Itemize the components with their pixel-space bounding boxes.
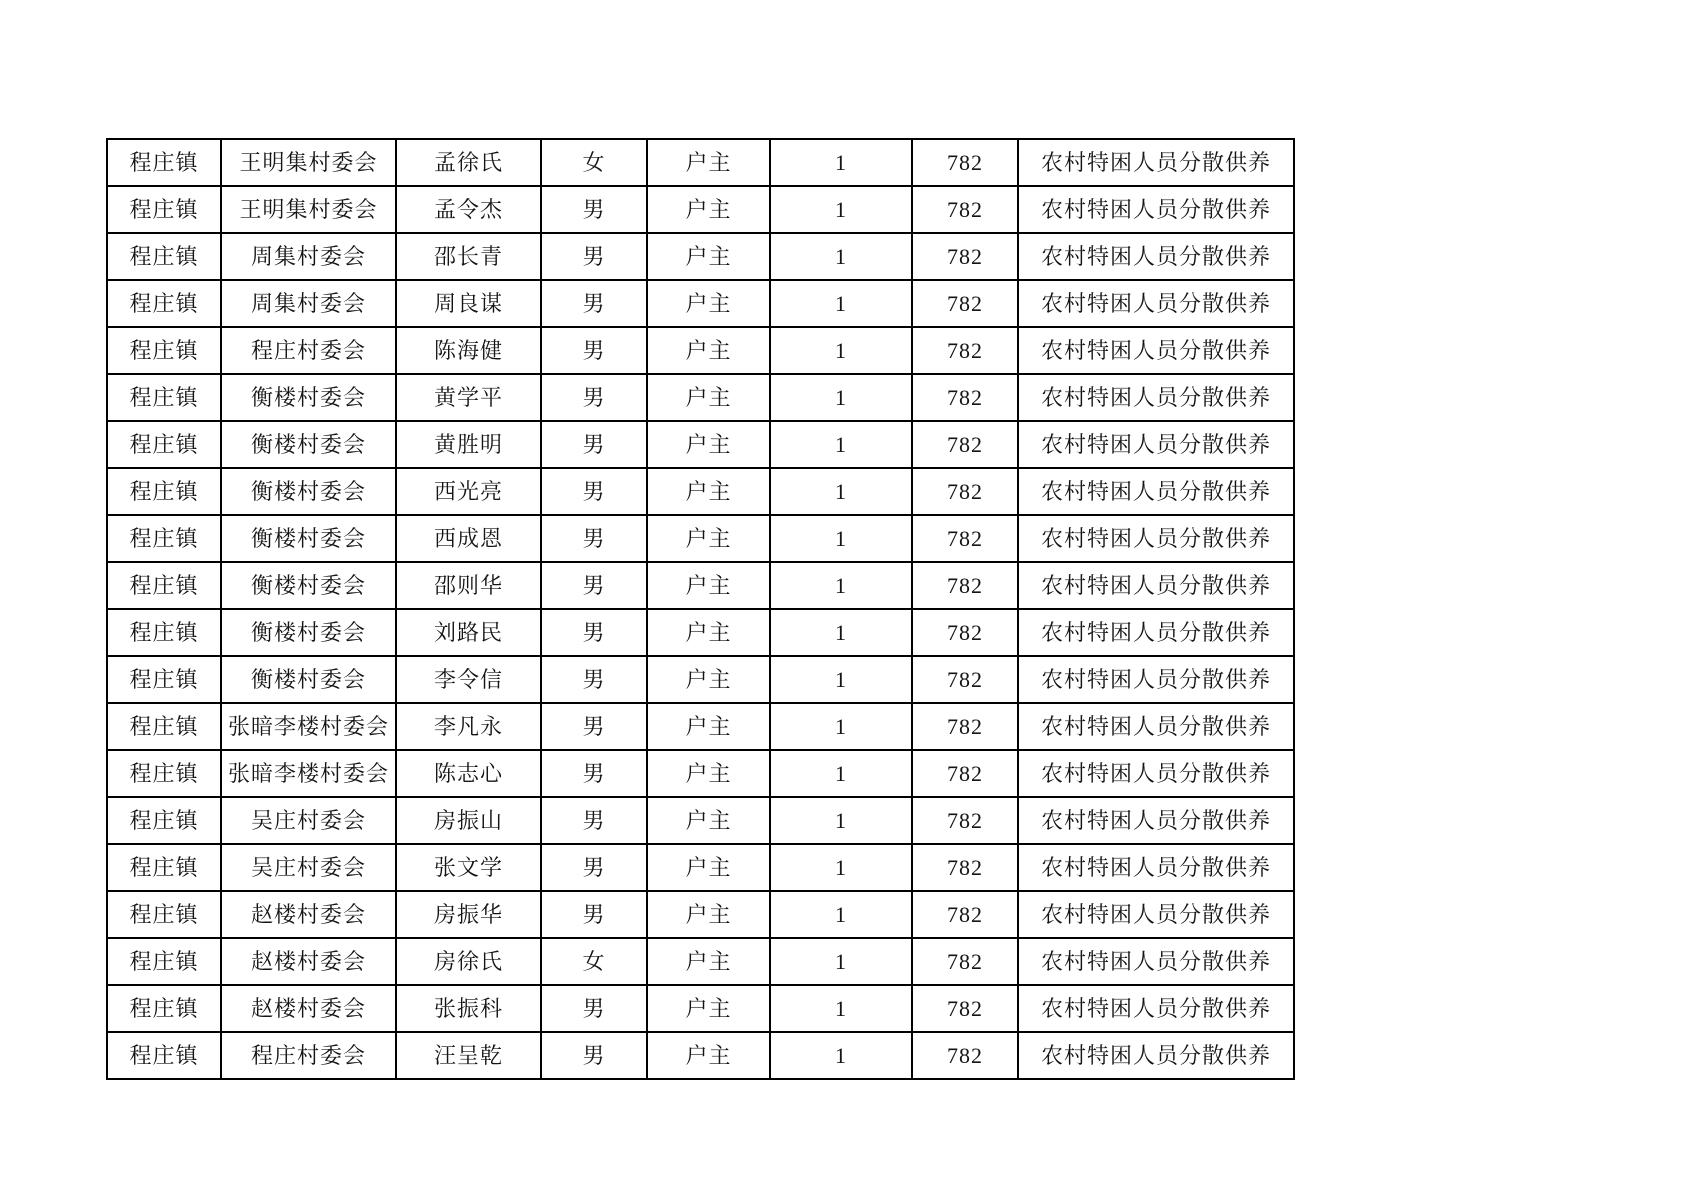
cell-person-count: 1 <box>770 703 912 750</box>
cell-gender: 男 <box>541 233 647 280</box>
cell-household-relation: 户主 <box>647 844 770 891</box>
cell-support-category: 农村特困人员分散供养 <box>1018 374 1294 421</box>
cell-person-count: 1 <box>770 891 912 938</box>
cell-person-name: 房振华 <box>396 891 541 938</box>
cell-amount: 782 <box>912 609 1018 656</box>
cell-town: 程庄镇 <box>107 797 221 844</box>
cell-person-count: 1 <box>770 656 912 703</box>
cell-amount: 782 <box>912 139 1018 186</box>
cell-person-count: 1 <box>770 186 912 233</box>
table-row <box>107 233 1294 280</box>
cell-amount: 782 <box>912 280 1018 327</box>
table-row <box>107 374 1294 421</box>
cell-person-count: 1 <box>770 797 912 844</box>
table-row <box>107 938 1294 985</box>
cell-gender: 男 <box>541 421 647 468</box>
cell-support-category: 农村特困人员分散供养 <box>1018 656 1294 703</box>
cell-person-name: 陈海健 <box>396 327 541 374</box>
cell-amount: 782 <box>912 468 1018 515</box>
cell-person-name: 房振山 <box>396 797 541 844</box>
cell-village-committee: 周集村委会 <box>221 233 396 280</box>
table-row <box>107 985 1294 1032</box>
cell-support-category: 农村特困人员分散供养 <box>1018 421 1294 468</box>
cell-town: 程庄镇 <box>107 233 221 280</box>
cell-household-relation: 户主 <box>647 938 770 985</box>
cell-village-committee: 赵楼村委会 <box>221 938 396 985</box>
cell-village-committee: 衡楼村委会 <box>221 374 396 421</box>
cell-household-relation: 户主 <box>647 233 770 280</box>
cell-gender: 男 <box>541 985 647 1032</box>
table-row <box>107 515 1294 562</box>
cell-person-name: 李令信 <box>396 656 541 703</box>
cell-household-relation: 户主 <box>647 656 770 703</box>
cell-support-category: 农村特困人员分散供养 <box>1018 233 1294 280</box>
cell-household-relation: 户主 <box>647 985 770 1032</box>
cell-person-name: 黄胜明 <box>396 421 541 468</box>
cell-gender: 男 <box>541 468 647 515</box>
cell-town: 程庄镇 <box>107 703 221 750</box>
cell-household-relation: 户主 <box>647 280 770 327</box>
cell-support-category: 农村特困人员分散供养 <box>1018 139 1294 186</box>
cell-person-name: 陈志心 <box>396 750 541 797</box>
cell-amount: 782 <box>912 374 1018 421</box>
cell-support-category: 农村特困人员分散供养 <box>1018 327 1294 374</box>
cell-gender: 女 <box>541 139 647 186</box>
cell-town: 程庄镇 <box>107 515 221 562</box>
cell-village-committee: 赵楼村委会 <box>221 891 396 938</box>
cell-amount: 782 <box>912 985 1018 1032</box>
cell-household-relation: 户主 <box>647 750 770 797</box>
cell-household-relation: 户主 <box>647 1032 770 1079</box>
records-table <box>106 138 1295 1080</box>
cell-town: 程庄镇 <box>107 139 221 186</box>
cell-town: 程庄镇 <box>107 750 221 797</box>
cell-person-name: 孟徐氏 <box>396 139 541 186</box>
table-row <box>107 562 1294 609</box>
cell-person-name: 黄学平 <box>396 374 541 421</box>
cell-village-committee: 周集村委会 <box>221 280 396 327</box>
cell-person-count: 1 <box>770 609 912 656</box>
cell-gender: 男 <box>541 844 647 891</box>
table-body <box>107 139 1294 1079</box>
cell-person-count: 1 <box>770 985 912 1032</box>
cell-household-relation: 户主 <box>647 703 770 750</box>
table-row <box>107 609 1294 656</box>
cell-village-committee: 张暗李楼村委会 <box>221 703 396 750</box>
cell-gender: 男 <box>541 374 647 421</box>
cell-person-name: 孟令杰 <box>396 186 541 233</box>
cell-gender: 男 <box>541 327 647 374</box>
cell-support-category: 农村特困人员分散供养 <box>1018 1032 1294 1079</box>
cell-amount: 782 <box>912 421 1018 468</box>
cell-support-category: 农村特困人员分散供养 <box>1018 891 1294 938</box>
cell-gender: 男 <box>541 797 647 844</box>
cell-household-relation: 户主 <box>647 891 770 938</box>
cell-village-committee: 吴庄村委会 <box>221 844 396 891</box>
cell-gender: 男 <box>541 1032 647 1079</box>
cell-person-name: 房徐氏 <box>396 938 541 985</box>
cell-person-count: 1 <box>770 421 912 468</box>
cell-person-count: 1 <box>770 327 912 374</box>
cell-amount: 782 <box>912 656 1018 703</box>
cell-person-name: 西光亮 <box>396 468 541 515</box>
table-row <box>107 280 1294 327</box>
cell-person-count: 1 <box>770 139 912 186</box>
cell-gender: 男 <box>541 562 647 609</box>
cell-town: 程庄镇 <box>107 468 221 515</box>
cell-person-count: 1 <box>770 562 912 609</box>
table-row <box>107 750 1294 797</box>
cell-amount: 782 <box>912 1032 1018 1079</box>
cell-support-category: 农村特困人员分散供养 <box>1018 468 1294 515</box>
cell-person-count: 1 <box>770 938 912 985</box>
cell-village-committee: 衡楼村委会 <box>221 421 396 468</box>
cell-gender: 女 <box>541 938 647 985</box>
cell-amount: 782 <box>912 844 1018 891</box>
cell-person-name: 李凡永 <box>396 703 541 750</box>
cell-gender: 男 <box>541 703 647 750</box>
cell-village-committee: 王明集村委会 <box>221 139 396 186</box>
cell-support-category: 农村特困人员分散供养 <box>1018 186 1294 233</box>
cell-town: 程庄镇 <box>107 186 221 233</box>
cell-amount: 782 <box>912 515 1018 562</box>
table-row <box>107 656 1294 703</box>
cell-town: 程庄镇 <box>107 844 221 891</box>
cell-town: 程庄镇 <box>107 891 221 938</box>
cell-gender: 男 <box>541 515 647 562</box>
cell-support-category: 农村特困人员分散供养 <box>1018 609 1294 656</box>
cell-support-category: 农村特困人员分散供养 <box>1018 280 1294 327</box>
cell-person-count: 1 <box>770 750 912 797</box>
cell-town: 程庄镇 <box>107 609 221 656</box>
cell-support-category: 农村特困人员分散供养 <box>1018 515 1294 562</box>
table-row <box>107 797 1294 844</box>
cell-gender: 男 <box>541 656 647 703</box>
cell-amount: 782 <box>912 186 1018 233</box>
table-row <box>107 1032 1294 1079</box>
cell-gender: 男 <box>541 609 647 656</box>
table-row <box>107 421 1294 468</box>
cell-support-category: 农村特困人员分散供养 <box>1018 844 1294 891</box>
cell-person-name: 张振科 <box>396 985 541 1032</box>
table-row <box>107 844 1294 891</box>
cell-household-relation: 户主 <box>647 609 770 656</box>
cell-village-committee: 衡楼村委会 <box>221 562 396 609</box>
table-row <box>107 186 1294 233</box>
cell-town: 程庄镇 <box>107 327 221 374</box>
cell-town: 程庄镇 <box>107 374 221 421</box>
cell-gender: 男 <box>541 280 647 327</box>
table-row <box>107 891 1294 938</box>
cell-household-relation: 户主 <box>647 515 770 562</box>
cell-gender: 男 <box>541 891 647 938</box>
cell-amount: 782 <box>912 938 1018 985</box>
cell-household-relation: 户主 <box>647 797 770 844</box>
cell-village-committee: 衡楼村委会 <box>221 609 396 656</box>
cell-village-committee: 衡楼村委会 <box>221 515 396 562</box>
cell-amount: 782 <box>912 327 1018 374</box>
cell-village-committee: 程庄村委会 <box>221 327 396 374</box>
cell-support-category: 农村特困人员分散供养 <box>1018 797 1294 844</box>
table-row <box>107 468 1294 515</box>
cell-person-count: 1 <box>770 515 912 562</box>
cell-town: 程庄镇 <box>107 280 221 327</box>
cell-village-committee: 张暗李楼村委会 <box>221 750 396 797</box>
cell-support-category: 农村特困人员分散供养 <box>1018 703 1294 750</box>
cell-person-count: 1 <box>770 233 912 280</box>
cell-person-name: 西成恩 <box>396 515 541 562</box>
cell-person-count: 1 <box>770 280 912 327</box>
cell-amount: 782 <box>912 703 1018 750</box>
cell-amount: 782 <box>912 891 1018 938</box>
cell-person-count: 1 <box>770 844 912 891</box>
cell-household-relation: 户主 <box>647 421 770 468</box>
cell-village-committee: 赵楼村委会 <box>221 985 396 1032</box>
cell-gender: 男 <box>541 750 647 797</box>
cell-town: 程庄镇 <box>107 985 221 1032</box>
cell-household-relation: 户主 <box>647 468 770 515</box>
cell-person-count: 1 <box>770 468 912 515</box>
cell-person-count: 1 <box>770 1032 912 1079</box>
cell-person-name: 刘路民 <box>396 609 541 656</box>
cell-support-category: 农村特困人员分散供养 <box>1018 750 1294 797</box>
cell-town: 程庄镇 <box>107 562 221 609</box>
cell-person-name: 周良谋 <box>396 280 541 327</box>
table-row <box>107 327 1294 374</box>
cell-household-relation: 户主 <box>647 139 770 186</box>
cell-amount: 782 <box>912 562 1018 609</box>
cell-person-name: 邵则华 <box>396 562 541 609</box>
cell-village-committee: 程庄村委会 <box>221 1032 396 1079</box>
table-row <box>107 139 1294 186</box>
cell-gender: 男 <box>541 186 647 233</box>
cell-amount: 782 <box>912 797 1018 844</box>
cell-household-relation: 户主 <box>647 374 770 421</box>
cell-village-committee: 衡楼村委会 <box>221 468 396 515</box>
cell-household-relation: 户主 <box>647 186 770 233</box>
cell-town: 程庄镇 <box>107 656 221 703</box>
cell-village-committee: 衡楼村委会 <box>221 656 396 703</box>
cell-amount: 782 <box>912 750 1018 797</box>
cell-amount: 782 <box>912 233 1018 280</box>
cell-town: 程庄镇 <box>107 938 221 985</box>
cell-household-relation: 户主 <box>647 327 770 374</box>
cell-support-category: 农村特困人员分散供养 <box>1018 985 1294 1032</box>
cell-person-count: 1 <box>770 374 912 421</box>
table-row <box>107 703 1294 750</box>
cell-household-relation: 户主 <box>647 562 770 609</box>
cell-support-category: 农村特困人员分散供养 <box>1018 938 1294 985</box>
cell-village-committee: 吴庄村委会 <box>221 797 396 844</box>
cell-support-category: 农村特困人员分散供养 <box>1018 562 1294 609</box>
cell-person-name: 邵长青 <box>396 233 541 280</box>
cell-person-name: 张文学 <box>396 844 541 891</box>
cell-town: 程庄镇 <box>107 1032 221 1079</box>
cell-town: 程庄镇 <box>107 421 221 468</box>
cell-person-name: 汪呈乾 <box>396 1032 541 1079</box>
cell-village-committee: 王明集村委会 <box>221 186 396 233</box>
